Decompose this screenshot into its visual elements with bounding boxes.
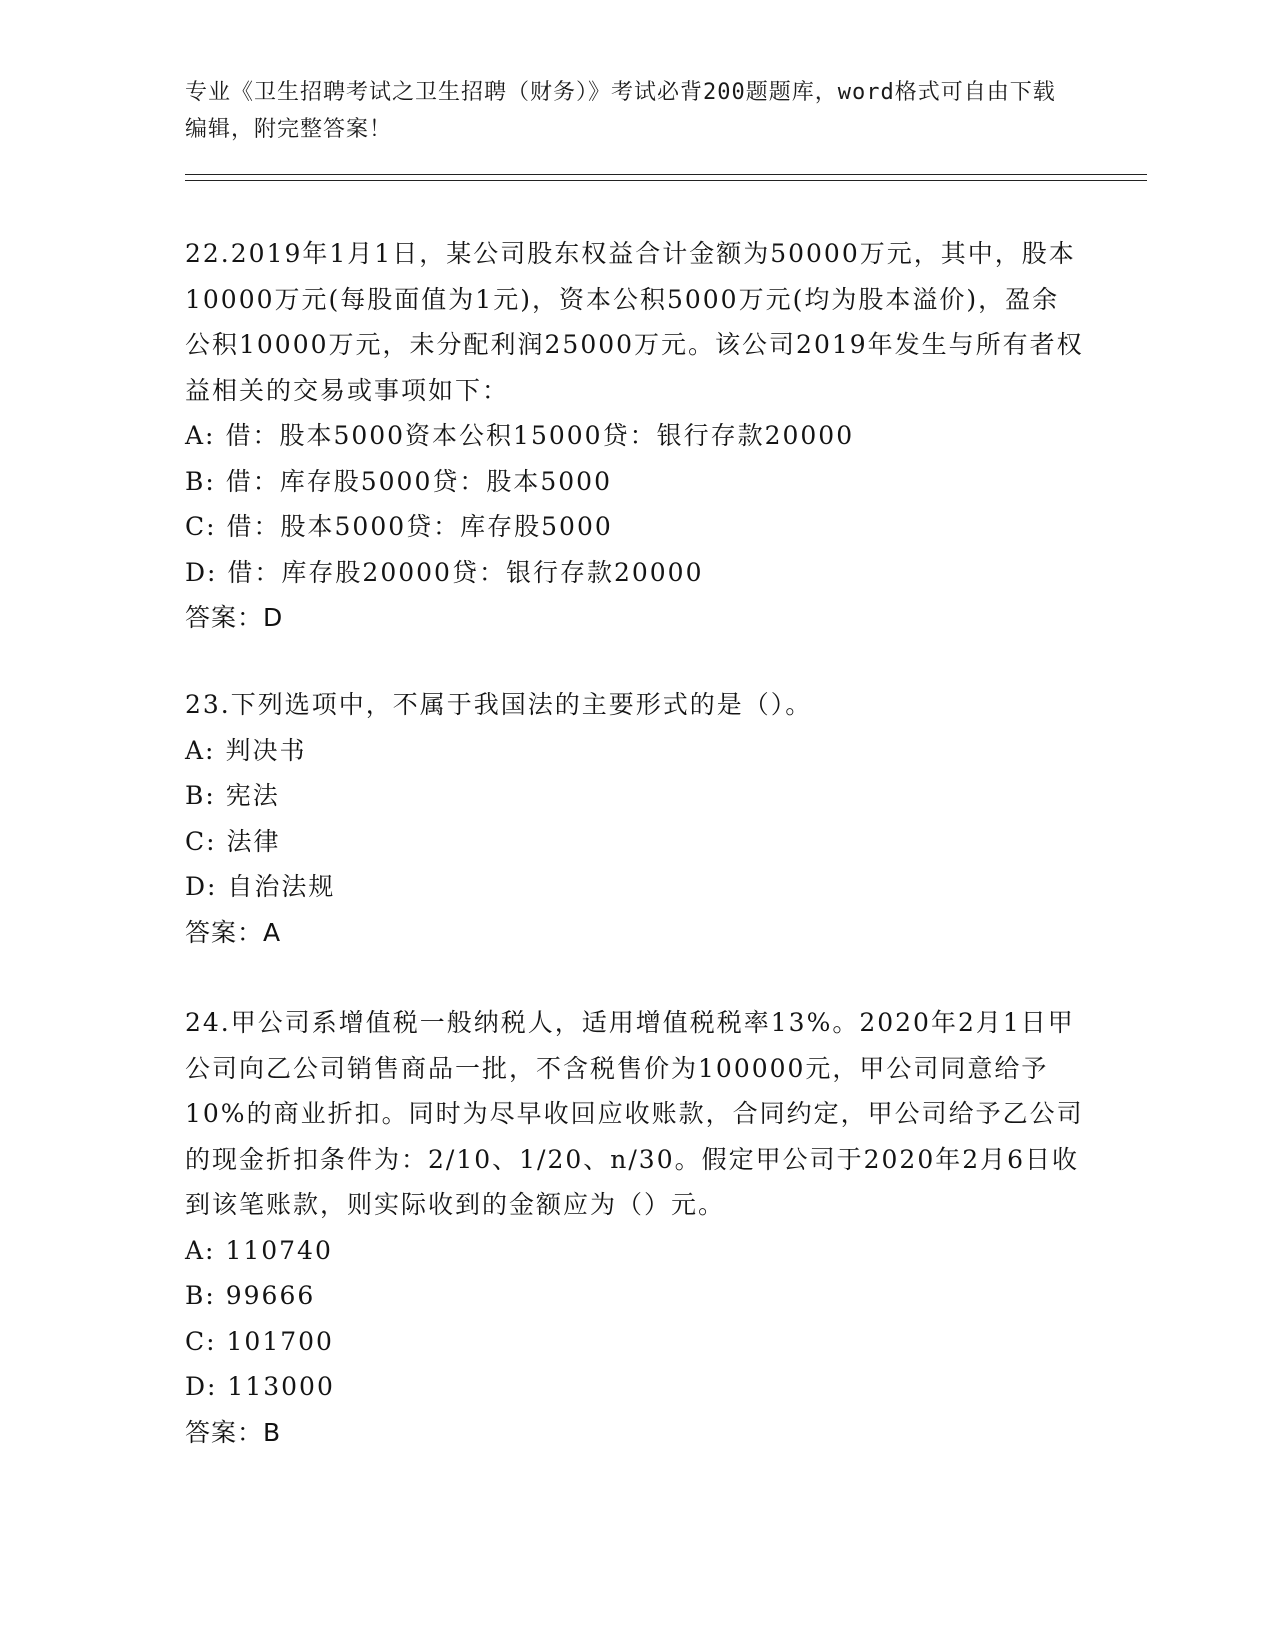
question-23 [185, 682, 1085, 955]
option-text: 借：股本5000贷：库存股5000 [226, 512, 613, 541]
option-b [185, 459, 1085, 505]
question-number: 23. [185, 690, 231, 719]
question-text: 2019年1月1日，某公司股东权益合计金额为50000万元，其中，股本10000万元(每股面值为1元)，资本公积5000万元(均为股本溢价)，盈余公积10000万元，未分配利润25000万元。该公司2019年发生与所有者权益相关的交易或事项如下： [185, 239, 1084, 405]
option-text: 借：库存股5000贷：股本5000 [225, 466, 612, 496]
option-letter: D: [185, 872, 218, 901]
question-stem [185, 682, 1085, 728]
question-stem [185, 231, 1085, 413]
option-text: 借：库存股20000贷：银行存款20000 [227, 557, 704, 587]
option-letter: D: [185, 557, 218, 587]
question-text: 下列选项中，不属于我国法的主要形式的是（）。 [230, 690, 813, 719]
option-text: 113000 [227, 1372, 335, 1401]
question-number: 24. [185, 1008, 231, 1037]
option-letter: C: [185, 512, 217, 541]
option-c [185, 1319, 1085, 1365]
question-22 [185, 231, 1085, 641]
header-divider-bottom [185, 180, 1147, 181]
option-letter: B: [185, 466, 216, 496]
option-a [185, 728, 1085, 774]
option-letter: C: [185, 826, 217, 856]
option-text: 法律 [226, 826, 281, 856]
option-c [185, 819, 1085, 865]
option-letter: B: [185, 781, 216, 810]
option-a [185, 1228, 1085, 1274]
answer-line: 答案：D [185, 603, 284, 632]
option-text: 借：股本5000资本公积15000贷：银行存款20000 [225, 421, 855, 450]
option-d [185, 550, 1085, 596]
option-text: 判决书 [225, 735, 307, 765]
question-number: 22. [185, 239, 231, 268]
option-letter: B: [185, 1281, 216, 1310]
question-24 [185, 1000, 1085, 1455]
header-divider-top [185, 174, 1147, 175]
question-text: 甲公司系增值税一般纳税人，适用增值税税率13%。2020年2月1日甲公司向乙公司销售商品一批，不含税售价为100000元，甲公司同意给予10%的商业折扣。同时为尽早收回应收账款，合同约定，甲公司给予乙公司的现金折扣条件为：2/10、1/20、n/30。假定甲公司于2020年2月6日收到该笔账款，则实际收到的金额应为（）元。 [185, 1008, 1084, 1219]
answer-line: 答案：A [185, 917, 282, 947]
option-text: 99666 [225, 1281, 316, 1310]
option-text: 101700 [226, 1326, 334, 1356]
option-text: 110740 [225, 1235, 333, 1265]
option-c [185, 504, 1085, 550]
option-text: 宪法 [225, 781, 280, 810]
question-stem [185, 1000, 1085, 1228]
option-a [185, 413, 1085, 459]
option-letter: A: [185, 735, 216, 765]
option-d [185, 864, 1085, 910]
option-text: 自治法规 [227, 872, 336, 901]
option-b [185, 1273, 1085, 1319]
option-letter: A: [185, 1235, 216, 1265]
option-b [185, 773, 1085, 819]
option-letter: D: [185, 1372, 218, 1401]
option-letter: C: [185, 1326, 217, 1356]
answer-line: 答案：B [185, 1417, 282, 1447]
option-letter: A: [185, 421, 216, 450]
option-d [185, 1364, 1085, 1410]
document-header: 专业《卫生招聘考试之卫生招聘（财务）》考试必背200题题库，word格式可自由下载编辑，附完整答案！ [185, 80, 1056, 142]
